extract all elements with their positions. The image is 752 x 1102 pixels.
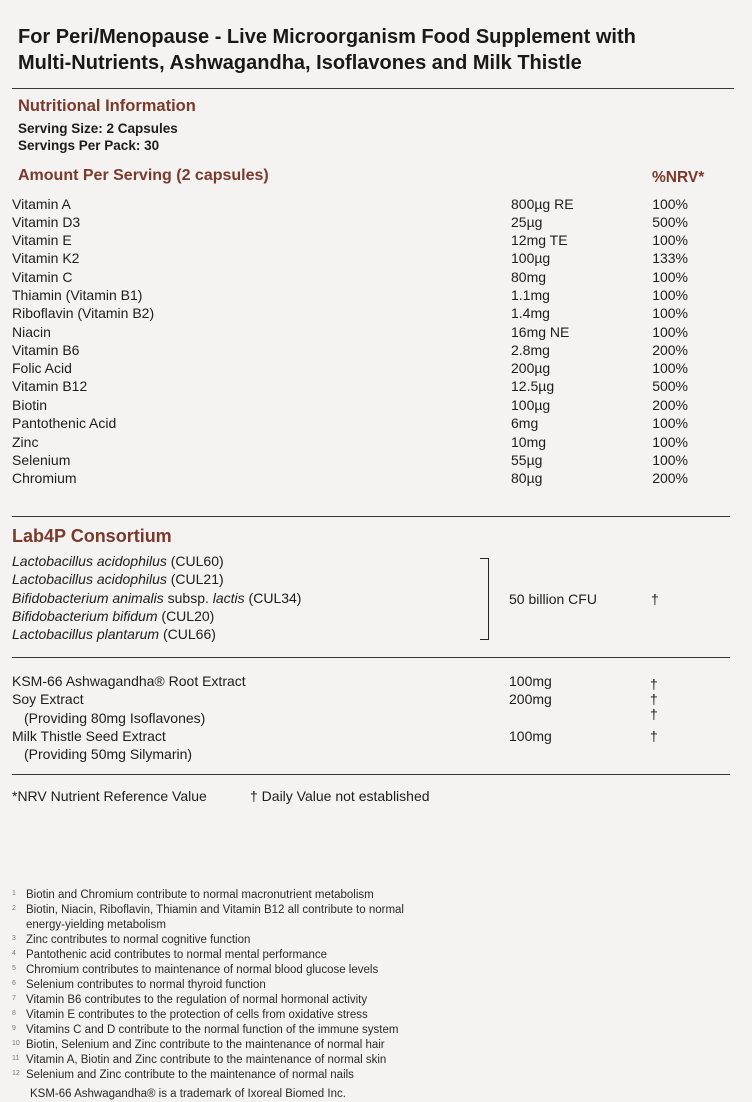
- consortium-heading: Lab4P Consortium: [12, 526, 172, 546]
- strain-bracket: [480, 558, 489, 640]
- footnote-number: 7: [12, 995, 16, 1002]
- footnote: [12, 903, 404, 918]
- nutrient-nrv: 100%: [652, 305, 688, 321]
- footnote-number: 6: [12, 980, 16, 987]
- divider: [12, 774, 730, 775]
- daily-value-legend: † Daily Value not established: [250, 788, 430, 804]
- footnote-text: Selenium and Zinc contribute to the maintenance of normal nails: [26, 1069, 354, 1081]
- soy-detail: (Providing 80mg Isoflavones): [24, 710, 206, 726]
- nutrient-amount: 12.5µg: [511, 378, 555, 394]
- strain-species: lactis: [212, 590, 245, 606]
- product-title: [18, 24, 636, 76]
- nrv-heading: %NRV*: [652, 169, 705, 186]
- nutrient-amount: 800µg RE: [511, 196, 574, 212]
- footnote-number: 1: [12, 890, 16, 897]
- product-title-line: For Peri/Menopause - Live Microorganism Food Supplement with: [18, 26, 636, 48]
- nutrient-nrv: 100%: [652, 269, 688, 285]
- amount-per-serving-heading: Amount Per Serving (2 capsules): [18, 167, 269, 184]
- nutrient-nrv: 200%: [652, 470, 688, 486]
- table-row: [12, 397, 702, 415]
- footnote-text: Vitamin A, Biotin and Zinc contribute to the maintenance of normal skin: [26, 1054, 387, 1066]
- strain-item: [12, 626, 216, 642]
- table-row: [12, 305, 702, 323]
- nutrient-nrv: 100%: [652, 434, 688, 450]
- nutrient-amount: 12mg TE: [511, 232, 568, 248]
- strain-species: Lactobacillus acidophilus: [12, 571, 167, 587]
- nutrient-name: Riboflavin (Vitamin B2): [12, 305, 155, 321]
- ashwagandha-dagger: †: [650, 676, 658, 692]
- footnote-number: 2: [12, 905, 16, 912]
- milk-thistle-amount: 100mg: [509, 728, 552, 744]
- nutrient-nrv: 200%: [652, 342, 688, 358]
- nutrient-name: Vitamin E: [12, 232, 72, 248]
- consortium-amount: 50 billion CFU: [509, 591, 597, 607]
- footnote: [12, 993, 368, 1008]
- nutrient-nrv: 200%: [652, 397, 688, 413]
- footnote-text: Vitamin B6 contributes to the regulation of normal hormonal activity: [26, 994, 368, 1006]
- footnote: [12, 963, 379, 978]
- ashwagandha-name: KSM-66 Ashwagandha® Root Extract: [12, 673, 246, 689]
- nutrient-name: Folic Acid: [12, 360, 72, 376]
- nutrient-nrv: 100%: [652, 415, 688, 431]
- nutrient-nrv: 100%: [652, 287, 688, 303]
- footnote: [12, 933, 251, 948]
- table-row: [12, 324, 702, 342]
- footnote: [12, 1008, 368, 1023]
- nutrient-amount: 1.4mg: [511, 305, 550, 321]
- nutrient-name: Thiamin (Vitamin B1): [12, 287, 143, 303]
- footnote-number: 9: [12, 1025, 16, 1032]
- table-row: [12, 415, 702, 433]
- footnote-number: 12: [12, 1070, 20, 1077]
- footnote-text: Biotin, Selenium and Zinc contribute to the maintenance of normal hair: [26, 1039, 385, 1051]
- milk-thistle-detail: (Providing 50mg Silymarin): [24, 746, 193, 762]
- divider: [12, 657, 730, 658]
- nutrient-amount: 16mg NE: [511, 324, 570, 340]
- nutrient-nrv: 100%: [652, 452, 688, 468]
- footnote: [12, 948, 328, 963]
- nutrient-amount: 10mg: [511, 434, 547, 450]
- strain-code: (CUL60): [166, 553, 224, 569]
- footnote-text: Chromium contributes to maintenance of normal blood glucose levels: [26, 964, 379, 976]
- nutrient-amount: 100µg: [511, 250, 551, 266]
- extra-dagger: †: [650, 706, 658, 722]
- footnote: [12, 978, 266, 993]
- strain-species: Bifidobacterium animalis: [12, 590, 164, 606]
- trademark-note: KSM-66 Ashwagandha® is a trademark of Ixoreal Biomed Inc.: [30, 1088, 346, 1100]
- table-row: [12, 287, 702, 305]
- divider: [12, 88, 734, 89]
- ashwagandha-amount: 100mg: [509, 673, 552, 689]
- strain-code: (CUL66): [159, 626, 216, 642]
- footnote-text: Biotin and Chromium contribute to normal macronutrient metabolism: [26, 889, 374, 901]
- nutrient-amount: 55µg: [511, 452, 543, 468]
- consortium-dagger: †: [651, 591, 659, 607]
- table-row: [12, 269, 702, 287]
- nutrient-amount: 2.8mg: [511, 342, 550, 358]
- nutrient-name: Pantothenic Acid: [12, 415, 117, 431]
- nutrient-name: Niacin: [12, 324, 51, 340]
- nutrient-name: Vitamin B12: [12, 378, 88, 394]
- nutrient-amount: 25µg: [511, 214, 543, 230]
- footnote-number: 5: [12, 965, 16, 972]
- footnote: [12, 1053, 387, 1068]
- footnote-text: energy-yielding metabolism: [26, 919, 166, 931]
- milk-thistle-name: Milk Thistle Seed Extract: [12, 728, 166, 744]
- nutrient-name: Vitamin B6: [12, 342, 80, 358]
- footnote-number: 4: [12, 950, 16, 957]
- nutrient-nrv: 100%: [652, 196, 688, 212]
- strain-code: (CUL20): [157, 608, 215, 624]
- footnote-text: Vitamins C and D contribute to the normal function of the immune system: [26, 1024, 399, 1036]
- table-row: [12, 232, 702, 250]
- footnote-number: 8: [12, 1010, 16, 1017]
- nutrient-amount: 200µg: [511, 360, 551, 376]
- footnote: [12, 1038, 385, 1053]
- nutrient-nrv: 500%: [652, 214, 688, 230]
- nutrient-name: Vitamin D3: [12, 214, 81, 230]
- nutrient-name: Vitamin C: [12, 269, 73, 285]
- strain-subsp: subsp.: [163, 590, 213, 606]
- table-row: [12, 196, 702, 214]
- soy-amount: 200mg: [509, 691, 552, 707]
- nutrient-name: Vitamin A: [12, 196, 71, 212]
- servings-per-pack: Servings Per Pack: 30: [18, 138, 160, 153]
- footnote-text: Biotin, Niacin, Riboflavin, Thiamin and Vitamin B12 all contribute to normal: [26, 904, 404, 916]
- footnote: [12, 1023, 399, 1038]
- strain-item: [12, 590, 301, 606]
- divider: [12, 516, 730, 517]
- nrv-legend: *NRV Nutrient Reference Value: [12, 788, 207, 804]
- table-row: [12, 360, 702, 378]
- table-row: [12, 434, 702, 452]
- milk-thistle-dagger: †: [650, 728, 658, 744]
- nutrient-name: Biotin: [12, 397, 48, 413]
- footnote-text: Pantothenic acid contributes to normal mental performance: [26, 949, 328, 961]
- footnote-text: Vitamin E contributes to the protection of cells from oxidative stress: [26, 1009, 368, 1021]
- footnote-text: Selenium contributes to normal thyroid function: [26, 979, 266, 991]
- footnote: [12, 1068, 354, 1083]
- footnote: [26, 918, 166, 933]
- table-row: [12, 470, 702, 488]
- footnote-number: 11: [12, 1055, 20, 1062]
- footnote-text: Zinc contributes to normal cognitive function: [26, 934, 251, 946]
- strain-species: Lactobacillus plantarum: [12, 626, 160, 642]
- nutrient-name: Selenium: [12, 452, 71, 468]
- product-title-line: Multi-Nutrients, Ashwagandha, Isoflavones and Milk Thistle: [18, 52, 582, 74]
- table-row: [12, 250, 702, 268]
- soy-dagger: †: [650, 691, 658, 707]
- footnote-number: 3: [12, 935, 16, 942]
- nutrient-nrv: 100%: [652, 360, 688, 376]
- nutrient-nrv: 100%: [652, 232, 688, 248]
- soy-name: Soy Extract: [12, 691, 84, 707]
- table-row: [12, 342, 702, 360]
- table-row: [12, 378, 702, 396]
- nutrient-amount: 80µg: [511, 470, 543, 486]
- nutrient-amount: 1.1mg: [511, 287, 550, 303]
- nutrient-name: Chromium: [12, 470, 77, 486]
- footnote-number: 10: [12, 1040, 20, 1047]
- strain-species: Lactobacillus acidophilus: [12, 553, 167, 569]
- nutrient-amount: 80mg: [511, 269, 547, 285]
- nutrient-nrv: 100%: [652, 324, 688, 340]
- nutrition-heading: Nutritional Information: [18, 97, 196, 115]
- nutrient-nrv: 133%: [652, 250, 688, 266]
- strain-code: (CUL21): [166, 571, 224, 587]
- strain-code: (CUL34): [244, 590, 302, 606]
- footnote: [12, 888, 374, 903]
- nutrient-name: Zinc: [12, 434, 39, 450]
- strain-item: [12, 553, 224, 569]
- table-row: [12, 214, 702, 232]
- nutrient-amount: 100µg: [511, 397, 551, 413]
- strain-item: [12, 608, 214, 624]
- nutrient-nrv: 500%: [652, 378, 688, 394]
- strain-item: [12, 571, 224, 587]
- strain-species: Bifidobacterium bifidum: [12, 608, 158, 624]
- nutrient-amount: 6mg: [511, 415, 539, 431]
- table-row: [12, 452, 702, 470]
- nutrient-name: Vitamin K2: [12, 250, 80, 266]
- serving-size: Serving Size: 2 Capsules: [18, 121, 178, 136]
